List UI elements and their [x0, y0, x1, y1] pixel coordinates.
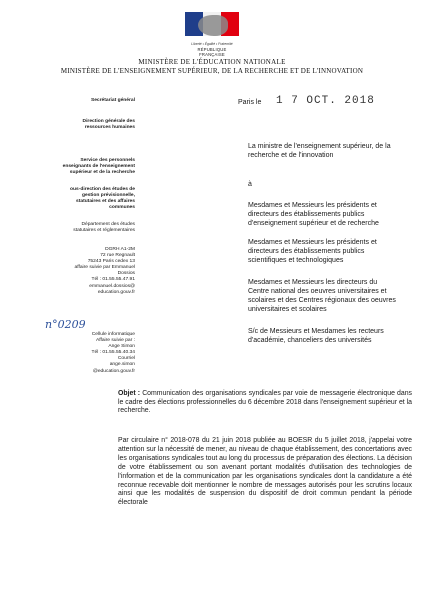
address-block: DGRH A1-2M 72 rue Regnault 75243 Paris cedex 13 affaire suivie par Emmanuel Dossios Tél : 01.55.55.47.91 emmanuel.dossios@ education.gouv.fr [74, 247, 135, 295]
cellule-block: Cellule informatique Affaire suivie par : Ange Simon Tél : 01.55.55.40.34 Courriel ange.simon @education.gouv.fr [91, 332, 135, 374]
addressee-group-4: S/c de Messieurs et Mesdames les recteurs d'académie, chanceliers des universités [248, 328, 384, 344]
sender-block: La ministre de l'enseignement supérieur, de la recherche et de l'innovation [248, 143, 391, 159]
date-stamp: 1 7 OCT. 2018 [276, 95, 375, 107]
republic-motto: Liberté • Égalité • Fraternité [191, 42, 233, 46]
departement-block: Département des études statutaires et réglementaires [73, 222, 135, 234]
republic-name: RÉPUBLIQUE FRANÇAISE [197, 47, 227, 57]
objet-text: Communication des organisations syndicales par voie de messagerie électronique dans le cadre des élections professionnelles du 6 décembre 2018 dans l'enseignement supérieur et la recherche. [118, 390, 412, 415]
marianne-flag-icon [184, 10, 240, 40]
service-block: Service des personnels enseignants de l'enseignement supérieur et de la recherche [62, 158, 135, 176]
secretariat-label: Secrétariat général [90, 98, 135, 103]
addressee-to: à [248, 181, 252, 188]
addressee-group-3: Mesdames et Messieurs les directeurs du Centre national des oeuvres universitaires et scolaires et des Centres régionaux des oeuvres universitaires et scolaires [248, 279, 396, 313]
addressee-group-2: Mesdames et Messieurs les présidents et directeurs des établissements publics scientifiques et technologiques [248, 239, 377, 264]
ministry-line-2: MINISTÈRE DE L'ENSEIGNEMENT SUPÉRIEUR, DE LA RECHERCHE ET DE L'INNOVATION [60, 67, 364, 75]
body-paragraph: Par circulaire n° 2018-078 du 21 juin 2018 publiée au BOESR du 5 juillet 2018, j'appelai votre attention sur la nécessité de mener, au niveau de chaque établissement, des concertations avec les organisations syndicales tout au long du processus de préparation des élections. La décision de votre établissement ou son avenant portant modalités d'utilisation des technologies de l'information et de la communication par les organisations syndicales dont la candidature a été reconnue recevable doit mentionner le nombre de messages autorisés pour les scrutins locaux ainsi que les modalités de suspension du dispositif de droit commun pendant la période électorale [118, 437, 412, 507]
direction-block: Direction générale des ressources humaines [82, 119, 135, 131]
date-label: Paris le [238, 99, 262, 106]
ministry-line-1: MINISTÈRE DE L'ÉDUCATION NATIONALE [138, 58, 286, 66]
addressee-group-1: Mesdames et Messieurs les présidents et directeurs des établissements publics d'enseignement supérieur et de recherche [248, 202, 379, 227]
handwritten-number: n°0209 [45, 318, 86, 331]
sous-direction-block: ous-direction des études de gestion prévisionnelle, statutaires et des affaires communes [70, 187, 135, 211]
objet-paragraph [118, 390, 412, 416]
republic-logo [184, 10, 240, 57]
objet-label: Objet : [118, 390, 141, 397]
